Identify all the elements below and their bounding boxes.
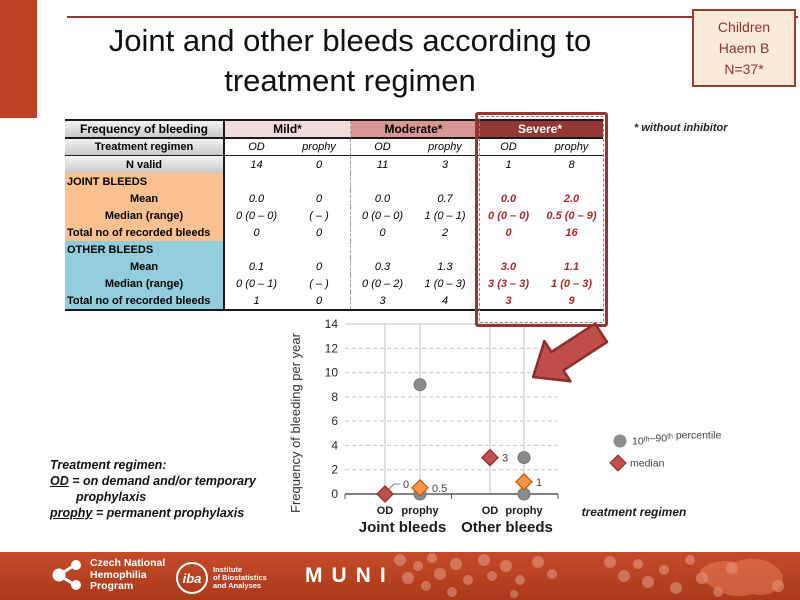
value-cell: 3 xyxy=(414,156,477,173)
value-cell: 0 xyxy=(253,226,260,239)
value-cell: 0.7 xyxy=(414,190,477,207)
value-cell: 0 (0 – 0) xyxy=(488,209,529,222)
footer-band xyxy=(0,552,800,600)
row-label: Median (range) xyxy=(65,275,225,292)
value-cell xyxy=(414,241,477,258)
svg-text:8: 8 xyxy=(331,389,338,404)
inhibitor-footnote: * without inhibitor xyxy=(634,122,728,134)
cnhp-molecule-icon xyxy=(48,558,84,592)
group-header-mild: Mild* xyxy=(225,121,351,139)
value-cell xyxy=(288,173,351,190)
value-cell: 0 xyxy=(288,258,351,275)
value-cell: 0 xyxy=(288,190,351,207)
population-line1: Children xyxy=(717,18,771,35)
svg-text:12: 12 xyxy=(324,341,338,356)
value-cell xyxy=(414,173,477,190)
value-cell xyxy=(225,173,288,190)
slide-title-line1: Joint and other bleeds according to xyxy=(108,23,592,58)
muni-logo: MUNI xyxy=(305,564,395,587)
value-cell: 1 (0 – 3) xyxy=(551,277,592,290)
svg-text:1: 1 xyxy=(536,476,543,489)
svg-text:treatment regimen: treatment regimen xyxy=(581,505,687,519)
svg-text:4: 4 xyxy=(331,438,338,453)
value-cell xyxy=(540,173,603,190)
bleeding-frequency-table xyxy=(65,119,603,311)
subheader-col: prophy xyxy=(540,139,603,156)
population-box xyxy=(692,9,796,87)
value-cell: 9 xyxy=(568,294,575,307)
svg-text:prophy: prophy xyxy=(505,505,543,517)
iba-logo xyxy=(176,562,267,594)
svg-text:OD: OD xyxy=(481,505,499,517)
svg-text:0: 0 xyxy=(403,479,410,491)
value-cell: 0 (0 – 2) xyxy=(362,277,403,290)
value-cell: 0 xyxy=(379,226,386,239)
svg-text:0.5: 0.5 xyxy=(432,482,448,495)
svg-text:prophy: prophy xyxy=(401,505,439,517)
regimen-definitions-heading: Treatment regimen: xyxy=(50,458,167,472)
group-header-severe: Severe* xyxy=(477,121,603,139)
value-cell: 0 xyxy=(288,224,351,241)
iba-logo-icon: iba xyxy=(176,562,208,594)
row-label: OTHER BLEEDS xyxy=(65,241,225,258)
value-cell: 11 xyxy=(376,158,389,171)
value-cell: 0 (0 – 0) xyxy=(362,209,403,222)
value-cell: 1 xyxy=(253,294,260,307)
value-cell: ( – ) xyxy=(288,275,351,292)
value-cell: ( – ) xyxy=(288,207,351,224)
svg-text:Other bleeds: Other bleeds xyxy=(461,519,553,536)
value-cell: 1.3 xyxy=(414,258,477,275)
row-label: Total no of recorded bleeds xyxy=(65,292,225,309)
row-label: Mean xyxy=(65,258,225,275)
cnhp-logo-text: Czech National Hemophilia Program xyxy=(90,557,166,592)
value-cell: 3 (3 – 3) xyxy=(488,277,529,290)
value-cell: 0.0 xyxy=(248,192,265,205)
svg-text:10th–90th percentile: 10th–90th percentile xyxy=(632,429,722,448)
svg-text:0: 0 xyxy=(331,487,338,501)
value-cell: 2.0 xyxy=(563,192,580,205)
subheader-col: OD xyxy=(225,139,288,156)
svg-text:3: 3 xyxy=(502,452,509,465)
od-term: OD xyxy=(50,474,69,488)
row-label: N valid xyxy=(65,156,225,173)
population-line2: Haem B xyxy=(718,39,770,56)
slide-title-line2: treatment regimen xyxy=(224,63,476,98)
red-arrow-icon xyxy=(515,318,625,388)
value-cell: 3 xyxy=(379,294,386,307)
value-cell: 0.0 xyxy=(374,192,391,205)
value-cell: 3.0 xyxy=(500,260,517,273)
svg-text:2: 2 xyxy=(331,462,338,477)
value-cell xyxy=(477,173,540,190)
left-accent-block xyxy=(0,0,37,118)
value-cell: 0.1 xyxy=(248,260,265,273)
group-header-moderate: Moderate* xyxy=(351,121,477,139)
value-cell: 2 xyxy=(414,224,477,241)
svg-text:6: 6 xyxy=(331,414,338,429)
iba-logo-text: Institute of Biostatistics and Analyses xyxy=(213,565,267,590)
subheader-col: prophy xyxy=(288,139,351,156)
value-cell: 0.3 xyxy=(374,260,391,273)
value-cell: 3 xyxy=(505,294,512,307)
prophy-term: prophy xyxy=(50,506,93,520)
population-line3: N=37* xyxy=(724,60,764,77)
cnhp-logo xyxy=(48,558,165,593)
row-label: Mean xyxy=(65,190,225,207)
title-rule-line xyxy=(67,16,798,18)
svg-text:Frequency of bleeding per year: Frequency of bleeding per year xyxy=(288,333,303,513)
od-definition: = on demand and/or temporary xyxy=(68,474,256,488)
prophy-definition: = permanent prophylaxis xyxy=(92,506,245,520)
subheader-col: OD xyxy=(351,139,414,156)
value-cell xyxy=(351,241,414,258)
value-cell: 16 xyxy=(565,226,578,239)
value-cell: 1 (0 – 3) xyxy=(414,275,477,292)
subheader-col: OD xyxy=(477,139,540,156)
regimen-definitions xyxy=(50,457,256,521)
value-cell: 0 xyxy=(288,156,351,173)
value-cell: 0 (0 – 1) xyxy=(236,277,277,290)
value-cell: 0.0 xyxy=(500,192,517,205)
od-definition-cont: prophylaxis xyxy=(76,490,147,504)
value-cell: 1.1 xyxy=(563,260,580,273)
molecule-pattern xyxy=(380,552,800,600)
row-label: Median (range) xyxy=(65,207,225,224)
svg-text:median: median xyxy=(630,457,665,470)
value-cell xyxy=(225,241,288,258)
row-label: Total no of recorded bleeds xyxy=(65,224,225,241)
value-cell xyxy=(288,241,351,258)
value-cell: 8 xyxy=(568,158,575,171)
svg-text:14: 14 xyxy=(324,316,338,331)
slide-title xyxy=(58,21,642,101)
row-label: JOINT BLEEDS xyxy=(65,173,225,190)
svg-text:10: 10 xyxy=(324,365,338,380)
svg-text:Joint bleeds: Joint bleeds xyxy=(358,519,447,536)
value-cell xyxy=(540,241,603,258)
value-cell xyxy=(351,173,414,190)
value-cell xyxy=(477,241,540,258)
value-cell: 1 xyxy=(505,158,512,171)
value-cell: 0 xyxy=(288,292,351,309)
value-cell: 0.5 (0 – 9) xyxy=(546,209,597,222)
table-subheader-label: Treatment regimen xyxy=(65,139,225,156)
subheader-col: prophy xyxy=(414,139,477,156)
table-corner-header: Frequency of bleeding xyxy=(65,121,225,139)
value-cell: 14 xyxy=(250,158,263,171)
value-cell: 1 (0 – 1) xyxy=(414,207,477,224)
svg-text:OD: OD xyxy=(376,505,394,517)
value-cell: 4 xyxy=(414,292,477,309)
value-cell: 0 xyxy=(505,226,512,239)
value-cell: 0 (0 – 0) xyxy=(236,209,277,222)
